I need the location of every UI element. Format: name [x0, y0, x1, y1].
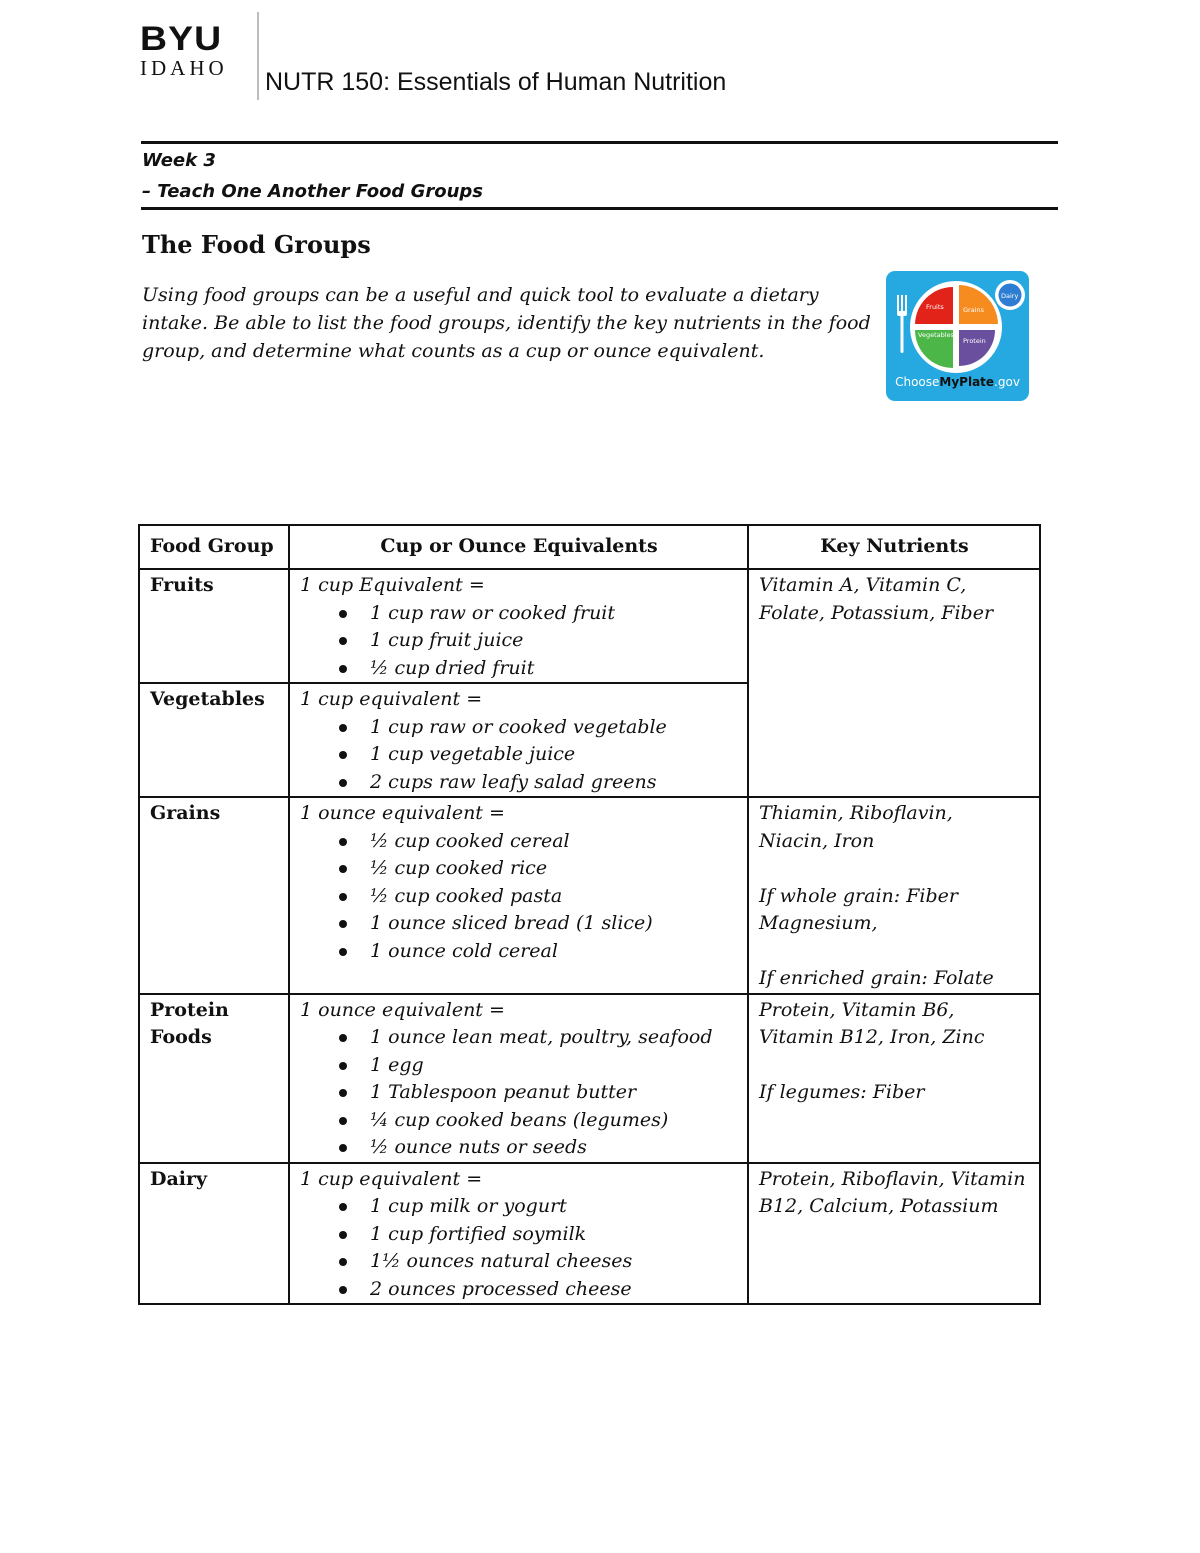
- nutrient-line: Protein, Riboflavin, Vitamin: [759, 1167, 1026, 1190]
- vegetables-label: Vegetables: [918, 331, 954, 339]
- dairy-label: Dairy: [1001, 292, 1019, 300]
- table-header-row: [139, 525, 1040, 569]
- nutrient-line: B12, Calcium, Potassium: [759, 1195, 999, 1217]
- list-item: 1 ounce cold cereal: [370, 938, 738, 966]
- nutrient-line: Niacin, Iron: [759, 829, 875, 852]
- food-groups-table: [138, 524, 1041, 1305]
- byu-idaho-logo: [140, 22, 236, 79]
- list-item: 1 ounce sliced bread (1 slice): [370, 910, 738, 938]
- nutrients-fruits-vegetables: [748, 569, 1040, 797]
- equivalent-title: 1 cup equivalent =: [300, 688, 483, 710]
- header-food-group: Food Group: [139, 525, 289, 569]
- list-item: 1 cup milk or yogurt: [370, 1193, 738, 1221]
- nutrient-line: Protein, Vitamin B6,: [759, 998, 955, 1021]
- header-equivalents: Cup or Ounce Equivalents: [289, 525, 748, 569]
- fork-icon: [897, 295, 907, 353]
- list-item: ½ cup cooked cereal: [370, 828, 738, 856]
- nutrients-protein: [748, 994, 1040, 1163]
- list-item: ½ cup cooked pasta: [370, 883, 738, 911]
- list-item: 2 ounces processed cheese: [370, 1276, 738, 1304]
- nutrient-line: If legumes: Fiber: [759, 1081, 925, 1103]
- list-item: 1½ ounces natural cheeses: [370, 1248, 738, 1276]
- plate-icon: [910, 281, 1002, 373]
- course-title: NUTR 150: Essentials of Human Nutrition: [265, 68, 727, 96]
- myplate-logo: [886, 271, 1029, 401]
- nutrient-line: Folate, Potassium, Fiber: [759, 601, 994, 624]
- week-label: Week 3: [142, 150, 216, 171]
- logo-idaho-text: IDAHO: [140, 56, 228, 80]
- nutrient-line: If enriched grain: Folate: [759, 967, 994, 989]
- nutrient-line: Thiamin, Riboflavin,: [759, 802, 953, 824]
- equivalent-title: 1 cup Equivalent =: [300, 574, 485, 596]
- list-item: 1 cup fortified soymilk: [370, 1221, 738, 1249]
- list-item: 1 cup fruit juice: [370, 627, 738, 655]
- equivalent-title: 1 ounce equivalent =: [300, 802, 505, 824]
- section-title: The Food Groups: [142, 230, 371, 259]
- table-row: [139, 994, 1040, 1163]
- equivalent-title: 1 ounce equivalent =: [300, 998, 505, 1021]
- equivalents-fruits: [289, 569, 748, 683]
- protein-section: [959, 330, 995, 366]
- nutrient-line: If whole grain: Fiber: [759, 884, 958, 907]
- protein-label: Protein: [963, 337, 986, 345]
- group-protein-foods: Protein Foods: [139, 994, 289, 1163]
- group-fruits: Fruits: [139, 569, 289, 683]
- list-item: 1 cup vegetable juice: [370, 741, 738, 769]
- bottom-rule: [141, 207, 1058, 210]
- list-item: ¼ cup cooked beans (legumes): [370, 1107, 738, 1135]
- list-item: 1 Tablespoon peanut butter: [370, 1079, 738, 1107]
- list-item: 1 egg: [370, 1052, 738, 1080]
- grains-label: Grains: [963, 306, 985, 314]
- equivalents-dairy: [289, 1163, 748, 1305]
- assignment-subtitle: – Teach One Another Food Groups: [142, 181, 484, 202]
- equivalents-grains: [289, 797, 748, 994]
- table-row: [139, 1163, 1040, 1305]
- header-nutrients: Key Nutrients: [748, 525, 1040, 569]
- group-vegetables: Vegetables: [139, 683, 289, 797]
- table-row: [139, 569, 1040, 683]
- logo-byu-text: BYU: [140, 20, 223, 58]
- list-item: 1 cup raw or cooked vegetable: [370, 714, 738, 742]
- header-divider: [257, 12, 259, 100]
- nutrients-dairy: [748, 1163, 1040, 1305]
- list-item: ½ ounce nuts or seeds: [370, 1134, 738, 1162]
- intro-paragraph: Using food groups can be a useful and quick tool to evaluate a dietary intake. Be able to list the food groups, identify the key nutrients in the food group, and determine what counts as a cup or ounce equivalent.: [142, 284, 871, 362]
- myplate-graphic: [886, 271, 1029, 375]
- nutrients-grains: [748, 797, 1040, 994]
- list-item: 1 ounce lean meat, poultry, seafood: [370, 1024, 738, 1052]
- nutrient-line: Vitamin A, Vitamin C,: [759, 574, 967, 596]
- list-item: 2 cups raw leafy salad greens: [370, 769, 738, 797]
- group-grains: Grains: [139, 797, 289, 994]
- myplate-caption: ChooseMyPlate.gov: [895, 375, 1020, 389]
- list-item: ½ cup dried fruit: [370, 655, 738, 683]
- grains-section: [959, 285, 998, 324]
- group-dairy: Dairy: [139, 1163, 289, 1305]
- table-row: [139, 797, 1040, 994]
- nutrient-line: Magnesium,: [759, 912, 878, 934]
- equivalents-vegetables: [289, 683, 748, 797]
- list-item: ½ cup cooked rice: [370, 855, 738, 883]
- equivalent-title: 1 cup equivalent =: [300, 1167, 483, 1190]
- nutrient-line: Vitamin B12, Iron, Zinc: [759, 1026, 985, 1048]
- list-item: 1 cup raw or cooked fruit: [370, 600, 738, 628]
- fruits-label: Fruits: [926, 303, 944, 311]
- top-rule: [141, 141, 1058, 144]
- equivalents-protein: [289, 994, 748, 1163]
